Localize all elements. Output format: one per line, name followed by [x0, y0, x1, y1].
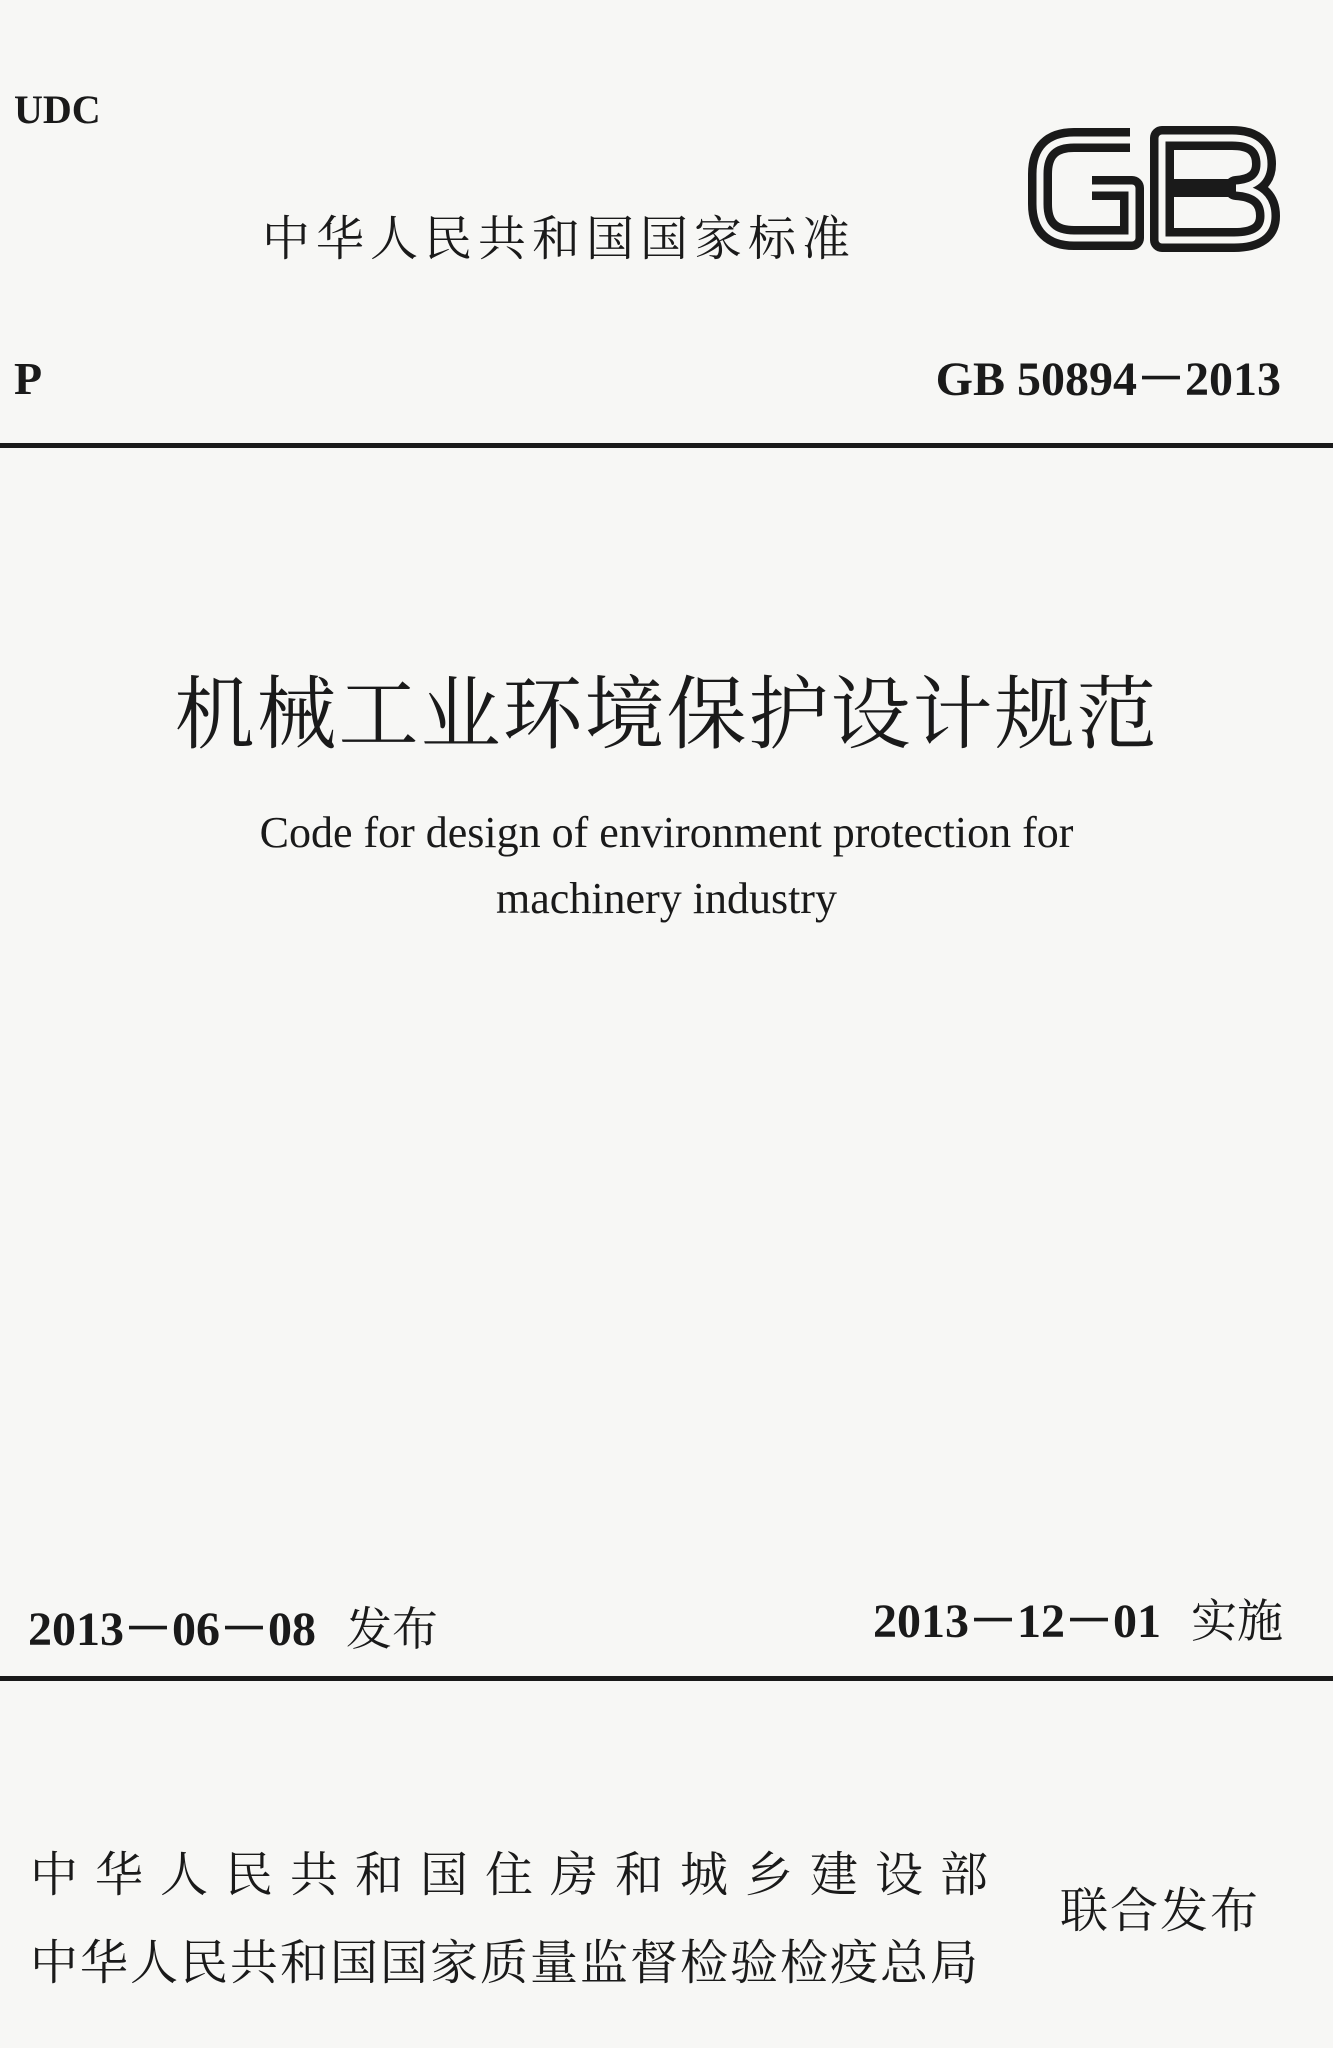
implement-label: 实施	[1191, 1594, 1283, 1648]
national-standard-heading: 中华人民共和国国家标准	[262, 211, 857, 267]
gb-logo	[1022, 118, 1284, 258]
title-english	[0, 800, 1333, 932]
bottom-divider	[0, 1676, 1333, 1681]
issue-date: 2013－06－08	[28, 1603, 317, 1656]
implement-date-block	[873, 1582, 1283, 1651]
issuer-aqsiq: 中华人民共和国国家质量监督检验检疫总局	[30, 1935, 981, 1991]
title-english-line2: machinery industry	[496, 874, 837, 923]
issue-date-block	[28, 1590, 438, 1659]
top-divider	[0, 443, 1333, 448]
title-chinese: 机械工业环境保护设计规范	[174, 668, 1159, 761]
category-code: P	[14, 353, 43, 404]
implement-date: 2013－12－01	[872, 1595, 1161, 1648]
issue-label: 发布	[346, 1602, 439, 1656]
standard-number: GB 50894－2013	[935, 353, 1281, 406]
title-english-line1: Code for design of environment protection for	[259, 808, 1074, 857]
issuer-ministry: 中华人民共和国住房和城乡建设部	[30, 1847, 1006, 1903]
udc-label: UDC	[14, 87, 101, 132]
joint-issue-label: 联合发布	[1060, 1883, 1261, 1939]
